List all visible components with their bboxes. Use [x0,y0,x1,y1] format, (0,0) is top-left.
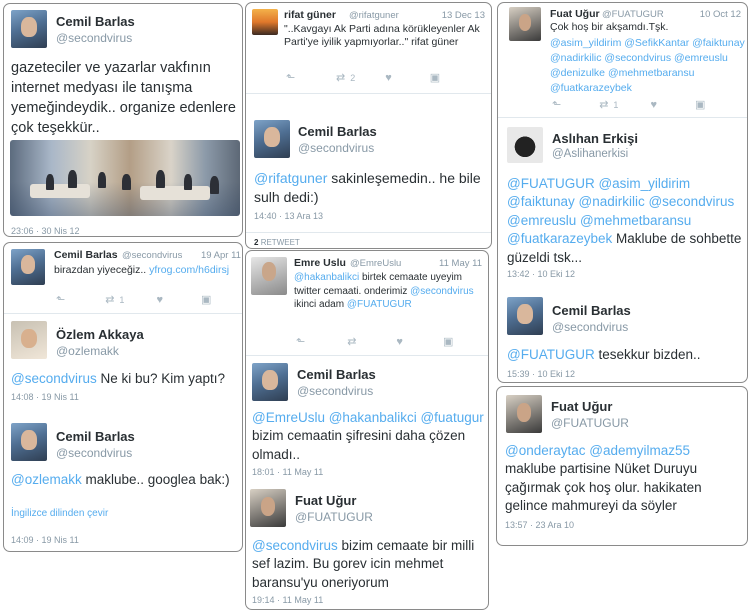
mention-list[interactable]: @EmreUslu @hakanbalikci @fuatugur [252,410,484,425]
reply-timestamp[interactable]: 15:39 · 10 Eki 12 [507,369,576,379]
tweet-body: birazdan yiyeceğiz.. [54,264,150,276]
tweet-actions [552,98,705,111]
retweet-count: 1 [119,294,125,305]
divider [498,117,747,118]
reply-icon[interactable]: ⬑ [296,336,306,348]
divider [246,93,491,94]
avatar[interactable] [507,297,543,335]
tweet-timestamp[interactable]: 23:06 · 30 Nis 12 [11,226,80,236]
avatar[interactable] [507,127,543,163]
mention-link[interactable]: @secondvirus [252,538,338,553]
tweet-date[interactable]: 11 May 11 [439,258,482,269]
reply-text [507,175,745,267]
more-icon[interactable]: ▣ [442,336,454,348]
reply-author-name[interactable]: Cemil Barlas [552,303,631,318]
reply-body: bizim cemaatin şifresini daha çözen olmadı.. [252,428,466,462]
reply-author-handle[interactable]: @FUATUGUR [295,510,373,524]
reply-body: maklube.. googlea bak:) [81,472,230,487]
favorite-icon[interactable]: ♥ [156,293,163,306]
favorite-icon[interactable]: ♥ [650,98,657,111]
reply-text [507,346,745,364]
author-name[interactable]: rifat güner [284,9,336,21]
author-handle[interactable]: @secondvirus [56,31,133,45]
avatar[interactable] [254,120,290,158]
reply-timestamp[interactable]: 19:14 · 11 May 11 [252,595,324,605]
translate-link[interactable]: İngilizce dilinden çevir [11,508,109,519]
reply-icon[interactable]: ⬑ [552,99,562,111]
reply-timestamp[interactable]: 14:40 · 13 Ara 13 [254,211,324,221]
reply-text [252,409,486,464]
reply-author-handle[interactable]: @secondvirus [298,141,375,155]
avatar[interactable] [250,489,286,527]
retweet-count: 2 [350,72,356,83]
mention-list[interactable]: @asim_yildirim @SefikKantar @faiktunay @nadirkilic @secondvirus @emreuslu @denizulke @mehmetbaransu @fuatkarazeybek [550,37,745,94]
avatar[interactable] [252,9,278,35]
reply-author-handle[interactable]: @secondvirus [56,446,133,460]
tweet-text: gazeteciler ve yazarlar vakfının internet medyası ile tanışma yemeğindeydik.. organize edenlere çok teşekkür.. [11,60,236,136]
retweet-icon[interactable]: ⇄ [347,336,357,348]
tweet-card-2 [245,2,492,249]
author-handle[interactable]: @EmreUslu [350,258,402,269]
author-name[interactable]: Fuat Uğur [550,8,600,20]
reply-author-name[interactable]: Cemil Barlas [298,124,377,139]
tweet-actions [296,335,453,348]
retweet-icon[interactable]: ⇄ [105,294,115,306]
retweet-icon[interactable]: ⇄ [599,99,609,111]
avatar[interactable] [11,10,47,48]
tweet-card-6 [496,386,748,546]
mention-link[interactable]: @FUATUGUR [507,347,595,362]
reply-body: bizim cemaate bir milli sef lazim. Bu gorev icin mehmet baransu'yu oneriyorum [252,538,475,590]
tweet-text [54,264,241,278]
tweet-text: "..Kavgayı Ak Parti adına körükleyenler Ak Parti'ye iyilik yapmıyorlar.." rifat güner [284,23,480,49]
mention-link[interactable]: @hakanbalikci [294,272,360,283]
retweet-total: 2 [254,238,259,247]
reply-author-handle[interactable]: @secondvirus [552,320,629,334]
author-name[interactable]: Emre Uslu [294,257,346,269]
reply-text [11,471,241,489]
divider [4,313,242,314]
reply-body: Ne ki bu? Kim yaptı? [96,371,226,386]
reply-text [11,370,241,388]
photo-link[interactable]: yfrog.com/h6dirsj [149,264,230,276]
reply-author-name[interactable]: Fuat Uğur [295,493,357,508]
reply-author-name[interactable]: Özlem Akkaya [56,327,144,342]
author-name[interactable]: Cemil Barlas [54,249,118,261]
divider [246,355,488,356]
tweet-timestamp[interactable]: 13:57 · 23 Ara 10 [505,520,575,530]
reply-author-handle[interactable]: @Aslihanerkisi [552,148,629,160]
tweet-photo[interactable] [10,140,240,216]
reply-body: sakinleşemedin.. he bile sulh dedi:) [254,170,481,206]
reply-body: tesekkur bizden.. [594,347,701,362]
more-icon[interactable]: ▣ [694,99,706,111]
tweet-card-1 [3,3,243,237]
tweet-card-3 [497,2,748,383]
author-handle[interactable]: @rifatguner [349,10,399,21]
reply-timestamp[interactable]: 14:08 · 19 Nis 11 [11,392,79,402]
retweet-icon[interactable]: ⇄ [336,72,346,84]
tweet-text: Çok hoş bir akşamdı.Tşk. [550,21,669,33]
reply-author-name[interactable]: Cemil Barlas [56,429,135,444]
reply-author-name[interactable]: Cemil Barlas [297,367,376,382]
reply-text [254,169,489,208]
mention-link[interactable]: @secondvirus [410,285,474,297]
author-name[interactable]: Cemil Barlas [56,14,135,29]
author-name[interactable]: Fuat Uğur [551,399,613,414]
tweet-date[interactable]: 19 Apr 11 [201,250,241,261]
reply-author-name[interactable]: Aslıhan Erkişi [552,131,638,146]
tweet-text [505,442,743,515]
tweet-card-4 [3,242,243,552]
reply-body: Maklube de sohbette güzeldi tsk... [507,231,742,265]
mention-link[interactable]: @ozlemakk [11,472,82,487]
tweet-body: ikinci adam [294,299,347,310]
mention-list[interactable]: @FUATUGUR @asim_yildirim @faiktunay @nadirkilic @secondvirus @emreuslu @mehmetbaransu @fuatkarazeybek [507,176,735,247]
tweet-actions [286,71,440,84]
avatar[interactable] [11,423,47,461]
avatar[interactable] [11,249,45,285]
author-handle[interactable]: @FUATUGUR [602,9,664,20]
reply-text [252,537,486,592]
retweet-count: 1 [613,99,619,110]
mention-link[interactable]: @FUATUGUR [346,299,412,310]
mention-link[interactable]: @secondvirus [11,371,97,386]
avatar[interactable] [251,257,287,295]
reply-timestamp[interactable]: 18:01 · 11 May 11 [252,467,324,477]
reply-timestamp[interactable]: 13:42 · 10 Eki 12 [507,269,576,279]
more-icon[interactable]: ▣ [429,72,441,84]
reply-timestamp[interactable]: 14:09 · 19 Nis 11 [11,535,79,545]
retweet-stat [254,238,300,247]
author-handle[interactable]: @secondvirus [122,250,183,261]
avatar[interactable] [506,395,542,433]
tweet-body: birtek cemaate uyeyim twitter cemaati. onderimiz [294,272,463,297]
reply-icon[interactable]: ⬑ [286,72,296,84]
mention-link[interactable]: @rifatguner [254,170,328,186]
favorite-icon[interactable]: ♥ [396,335,403,348]
avatar[interactable] [509,7,541,41]
reply-author-handle[interactable]: @secondvirus [297,384,374,398]
author-handle[interactable]: @FUATUGUR [551,416,629,430]
mention-list[interactable]: @onderaytac @ademyilmaz55 [505,443,690,458]
tweet-date[interactable]: 13 Dec 13 [441,10,485,21]
reply-icon[interactable]: ⬑ [56,294,66,306]
tweet-actions [56,293,211,306]
tweet-text [294,271,484,312]
tweet-card-5 [245,250,489,610]
retweet-label: RETWEET [260,238,300,247]
avatar[interactable] [11,321,47,359]
tweet-date[interactable]: 10 Oct 12 [699,9,741,20]
divider [246,232,491,233]
favorite-icon[interactable]: ♥ [385,71,392,84]
reply-author-handle[interactable]: @ozlemakk [56,344,119,358]
more-icon[interactable]: ▣ [200,294,212,306]
avatar[interactable] [252,363,288,401]
tweet-body: maklube partisine Nüket Duruyu çağırmak çok hoş olur. hakikaten gelince mahmureyi da söyler [505,461,702,514]
